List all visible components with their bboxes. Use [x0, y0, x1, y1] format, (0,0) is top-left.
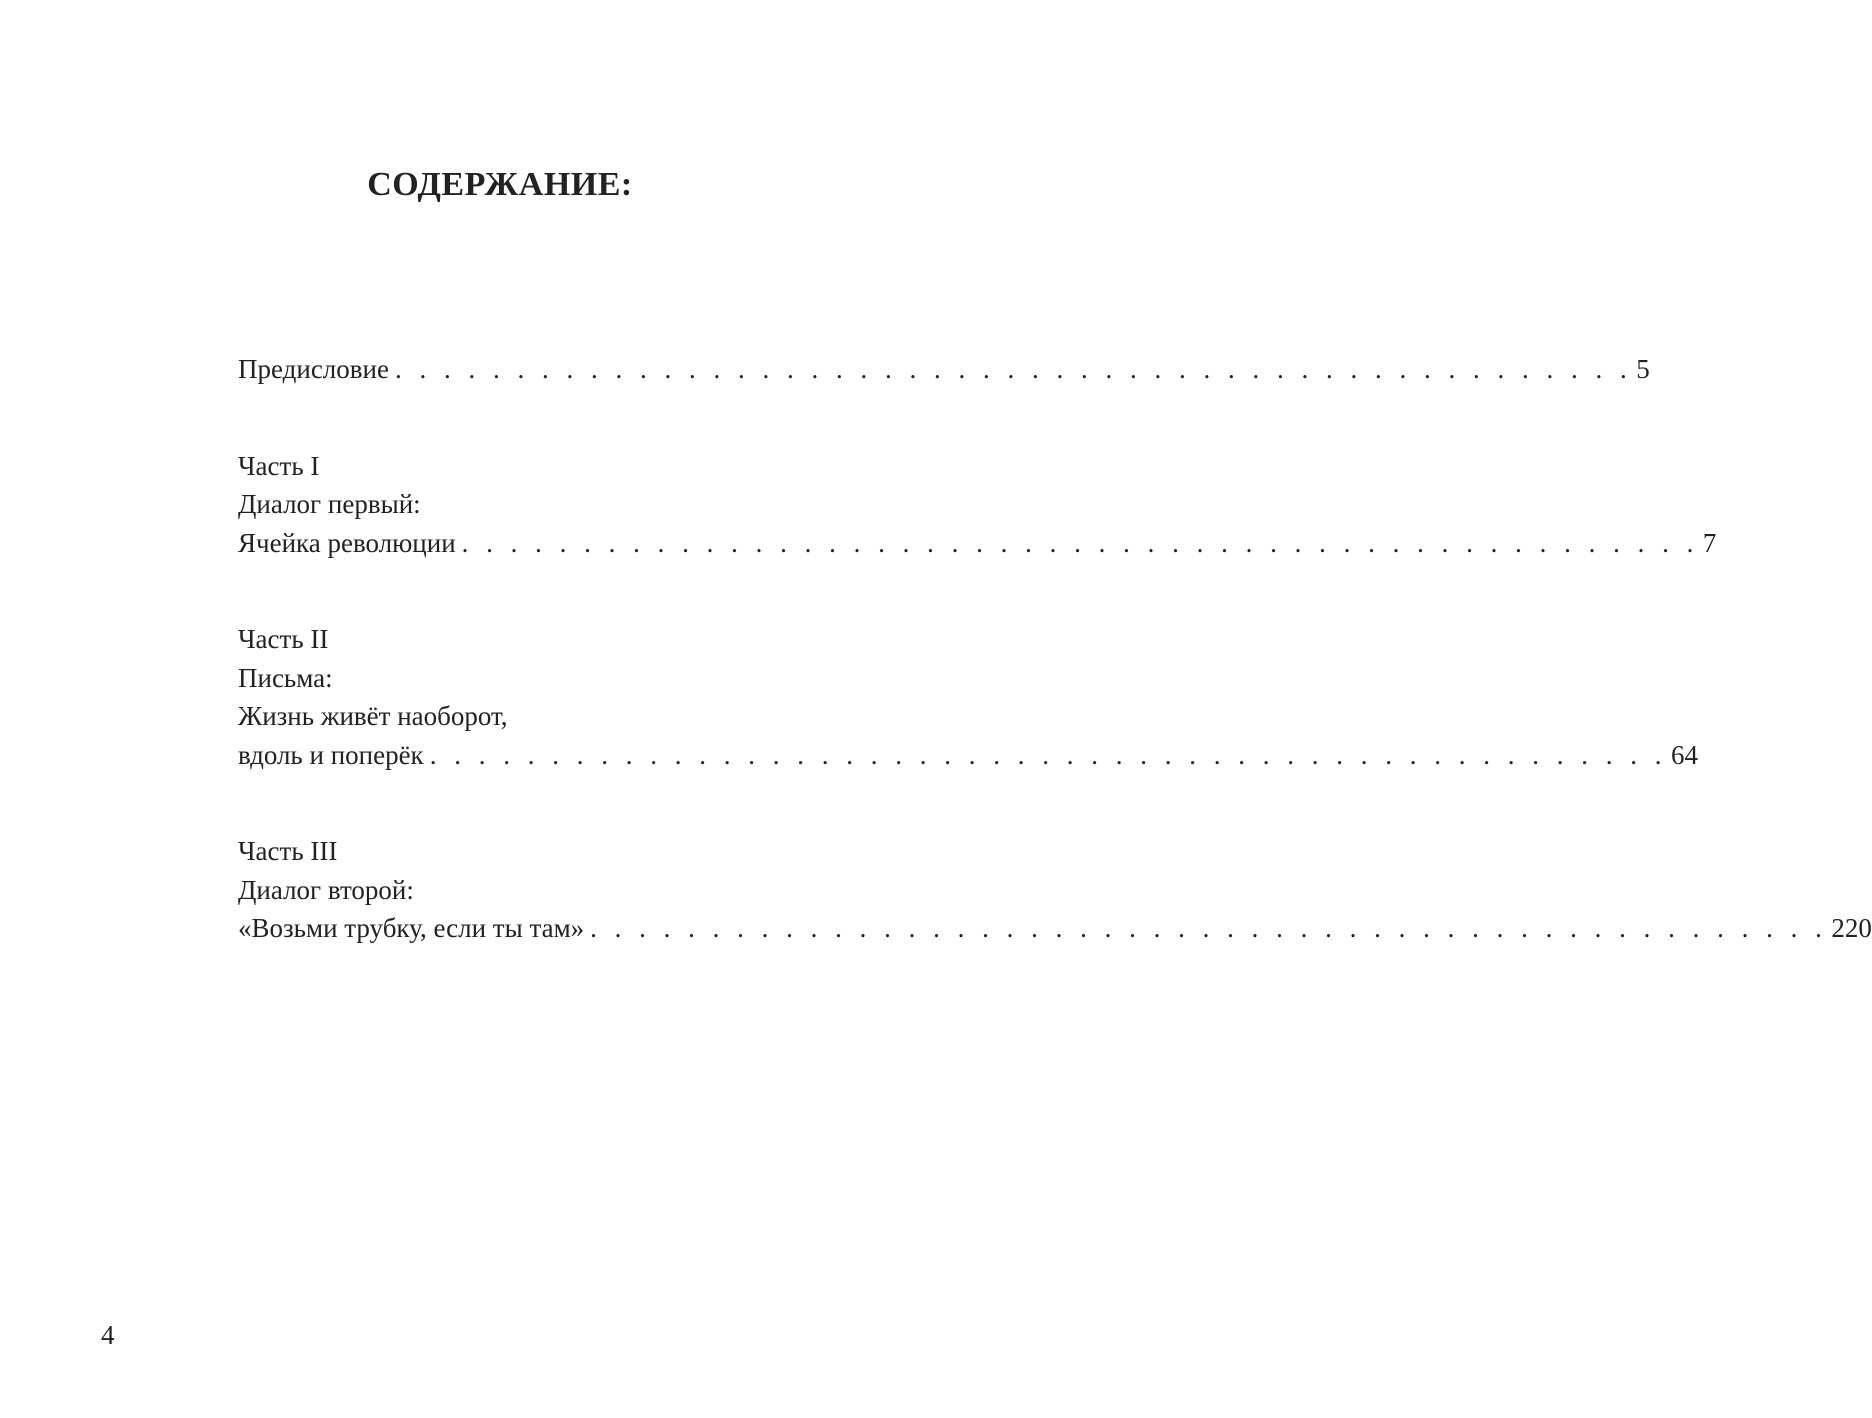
dot-leader: . . . . . . . . . . . . . . . . . . . . . . . . . . . . . . . . . . . . . . . . . . . . . . . . . . .	[590, 913, 1828, 943]
toc-entry-title: вдоль и поперёк	[238, 739, 424, 770]
page-title: СОДЕРЖАНИЕ:	[367, 166, 633, 203]
toc-part-subtitle: Диалог второй:	[238, 874, 414, 905]
toc-page-number: 7	[1702, 527, 1717, 558]
toc-part-subtitle: Диалог первый:	[238, 489, 421, 519]
toc-page-number: 5	[1636, 354, 1650, 384]
dot-leader: . . . . . . . . . . . . . . . . . . . . . . . . . . . . . . . . . . . . . . . . . . . . . . . . . . .	[394, 354, 1633, 384]
table-of-contents	[238, 350, 1872, 1006]
toc-part-label: Часть I	[238, 450, 320, 481]
toc-entry-title: «Возьми трубку, если ты там»	[238, 913, 585, 943]
toc-part-label: Часть III	[238, 836, 338, 866]
page-number: 4	[101, 1320, 115, 1350]
toc-entry-part-3	[238, 832, 1872, 948]
toc-entry-title-line[interactable]	[238, 524, 1717, 563]
toc-entry-title-line[interactable]	[238, 736, 1698, 775]
toc-entry-title-continued: Жизнь живёт наоборот,	[238, 701, 508, 731]
toc-entry-title-line[interactable]	[238, 909, 1872, 948]
toc-entry-part-1	[238, 447, 1717, 563]
toc-entry-title-line[interactable]	[238, 350, 1650, 389]
toc-entry-preface	[238, 350, 1650, 389]
toc-page-number: 64	[1670, 739, 1698, 770]
toc-entry-title: Ячейка революции	[238, 527, 456, 558]
toc-entry-title: Предисловие	[238, 354, 389, 384]
toc-page-number: 220	[1831, 913, 1872, 943]
dot-leader: . . . . . . . . . . . . . . . . . . . . . . . . . . . . . . . . . . . . . . . . . . . . . . . . . . .	[461, 527, 1699, 558]
toc-part-label: Часть II	[238, 624, 329, 654]
toc-entry-part-2	[238, 620, 1698, 774]
dot-leader: . . . . . . . . . . . . . . . . . . . . . . . . . . . . . . . . . . . . . . . . . . . . . . . . . . .	[429, 739, 1667, 770]
toc-part-subtitle: Письма:	[238, 662, 333, 693]
